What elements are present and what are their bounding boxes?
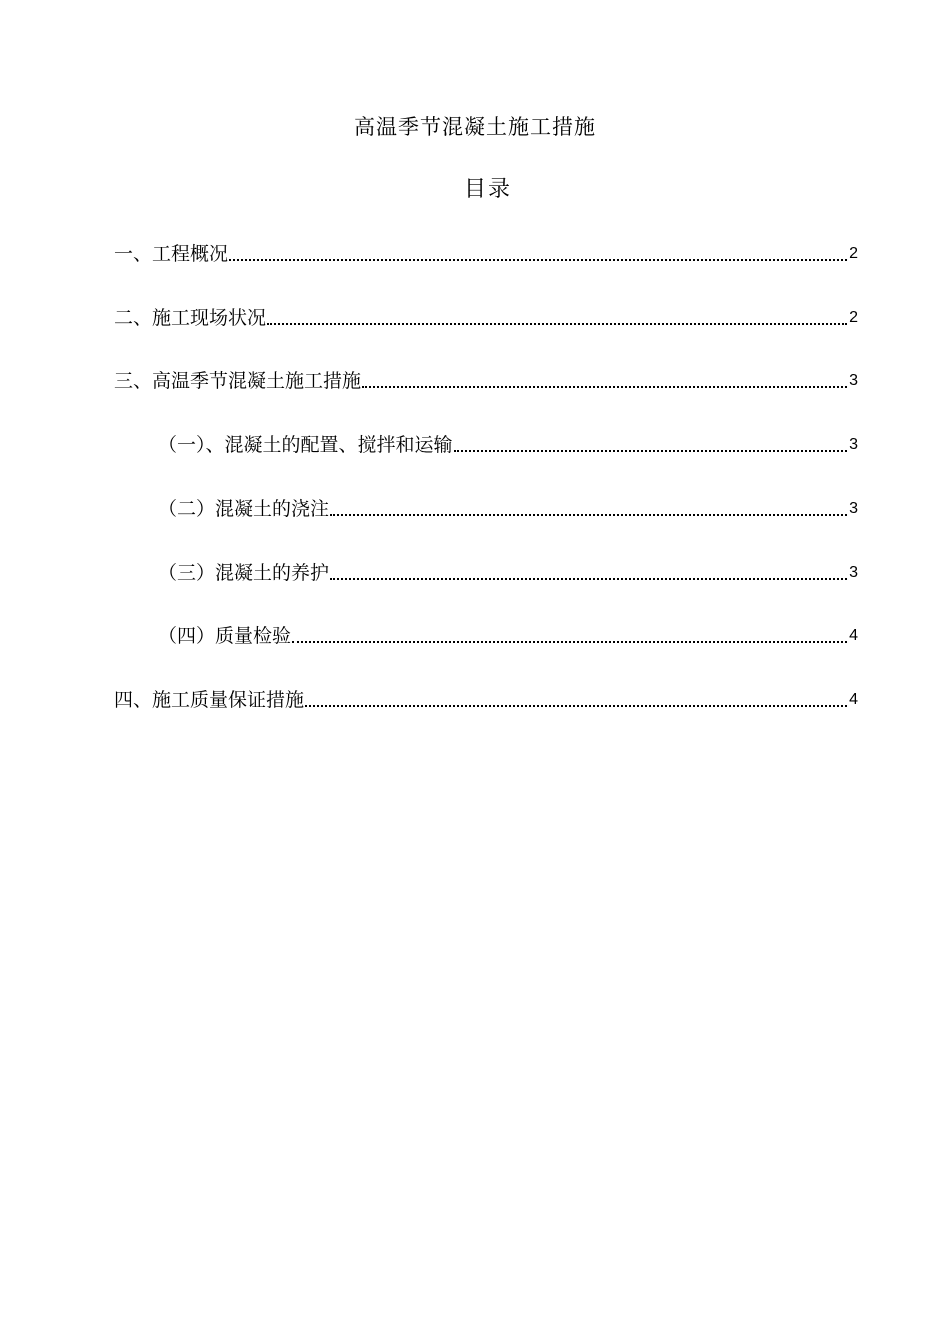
toc-entry-label: 三、高温季节混凝土施工措施 bbox=[114, 370, 362, 392]
toc-entry-label: 二、施工现场状况 bbox=[114, 307, 267, 329]
toc-page-number: 2 bbox=[849, 309, 858, 326]
toc-entry-pouring[interactable] bbox=[158, 494, 858, 522]
toc-entry-label: （二）混凝土的浇注 bbox=[158, 498, 330, 520]
toc-entry-label: （四）质量检验 bbox=[158, 625, 292, 647]
toc-entry-mixing-transport[interactable] bbox=[158, 430, 858, 458]
toc-dot-leader bbox=[330, 514, 847, 516]
toc-entry-quality-inspection[interactable] bbox=[158, 621, 858, 649]
toc-entry-label: （一）、混凝土的配置、搅拌和运输 bbox=[158, 434, 453, 456]
toc-page-number: 3 bbox=[849, 564, 858, 581]
toc-entry-curing[interactable] bbox=[158, 558, 858, 586]
toc-entry-label: 四、施工质量保证措施 bbox=[114, 689, 305, 711]
toc-page-number: 3 bbox=[849, 372, 858, 389]
toc-page-number: 3 bbox=[849, 500, 858, 517]
toc-page-number: 2 bbox=[849, 245, 858, 262]
toc-page-number: 4 bbox=[849, 691, 858, 708]
toc-entry-label: （三）混凝土的养护 bbox=[158, 562, 330, 584]
toc-dot-leader bbox=[454, 450, 848, 452]
toc-dot-leader bbox=[292, 641, 847, 643]
toc-entry-quality-assurance[interactable] bbox=[114, 685, 858, 713]
toc-heading: 目录 bbox=[463, 177, 512, 202]
toc-entry-project-overview[interactable] bbox=[114, 239, 858, 267]
document-title: 高温季节混凝土施工措施 bbox=[354, 115, 596, 139]
toc-dot-leader bbox=[330, 578, 847, 580]
toc-entry-high-temp-measures[interactable] bbox=[114, 366, 858, 394]
toc-dot-leader bbox=[267, 323, 847, 325]
toc-page-number: 4 bbox=[849, 627, 858, 644]
toc-entry-site-conditions[interactable] bbox=[114, 303, 858, 331]
toc-page-number: 3 bbox=[849, 436, 858, 453]
toc-dot-leader bbox=[305, 705, 847, 707]
toc-entry-label: 一、工程概况 bbox=[114, 243, 229, 265]
toc-dot-leader bbox=[362, 386, 847, 388]
toc-dot-leader bbox=[229, 259, 847, 261]
